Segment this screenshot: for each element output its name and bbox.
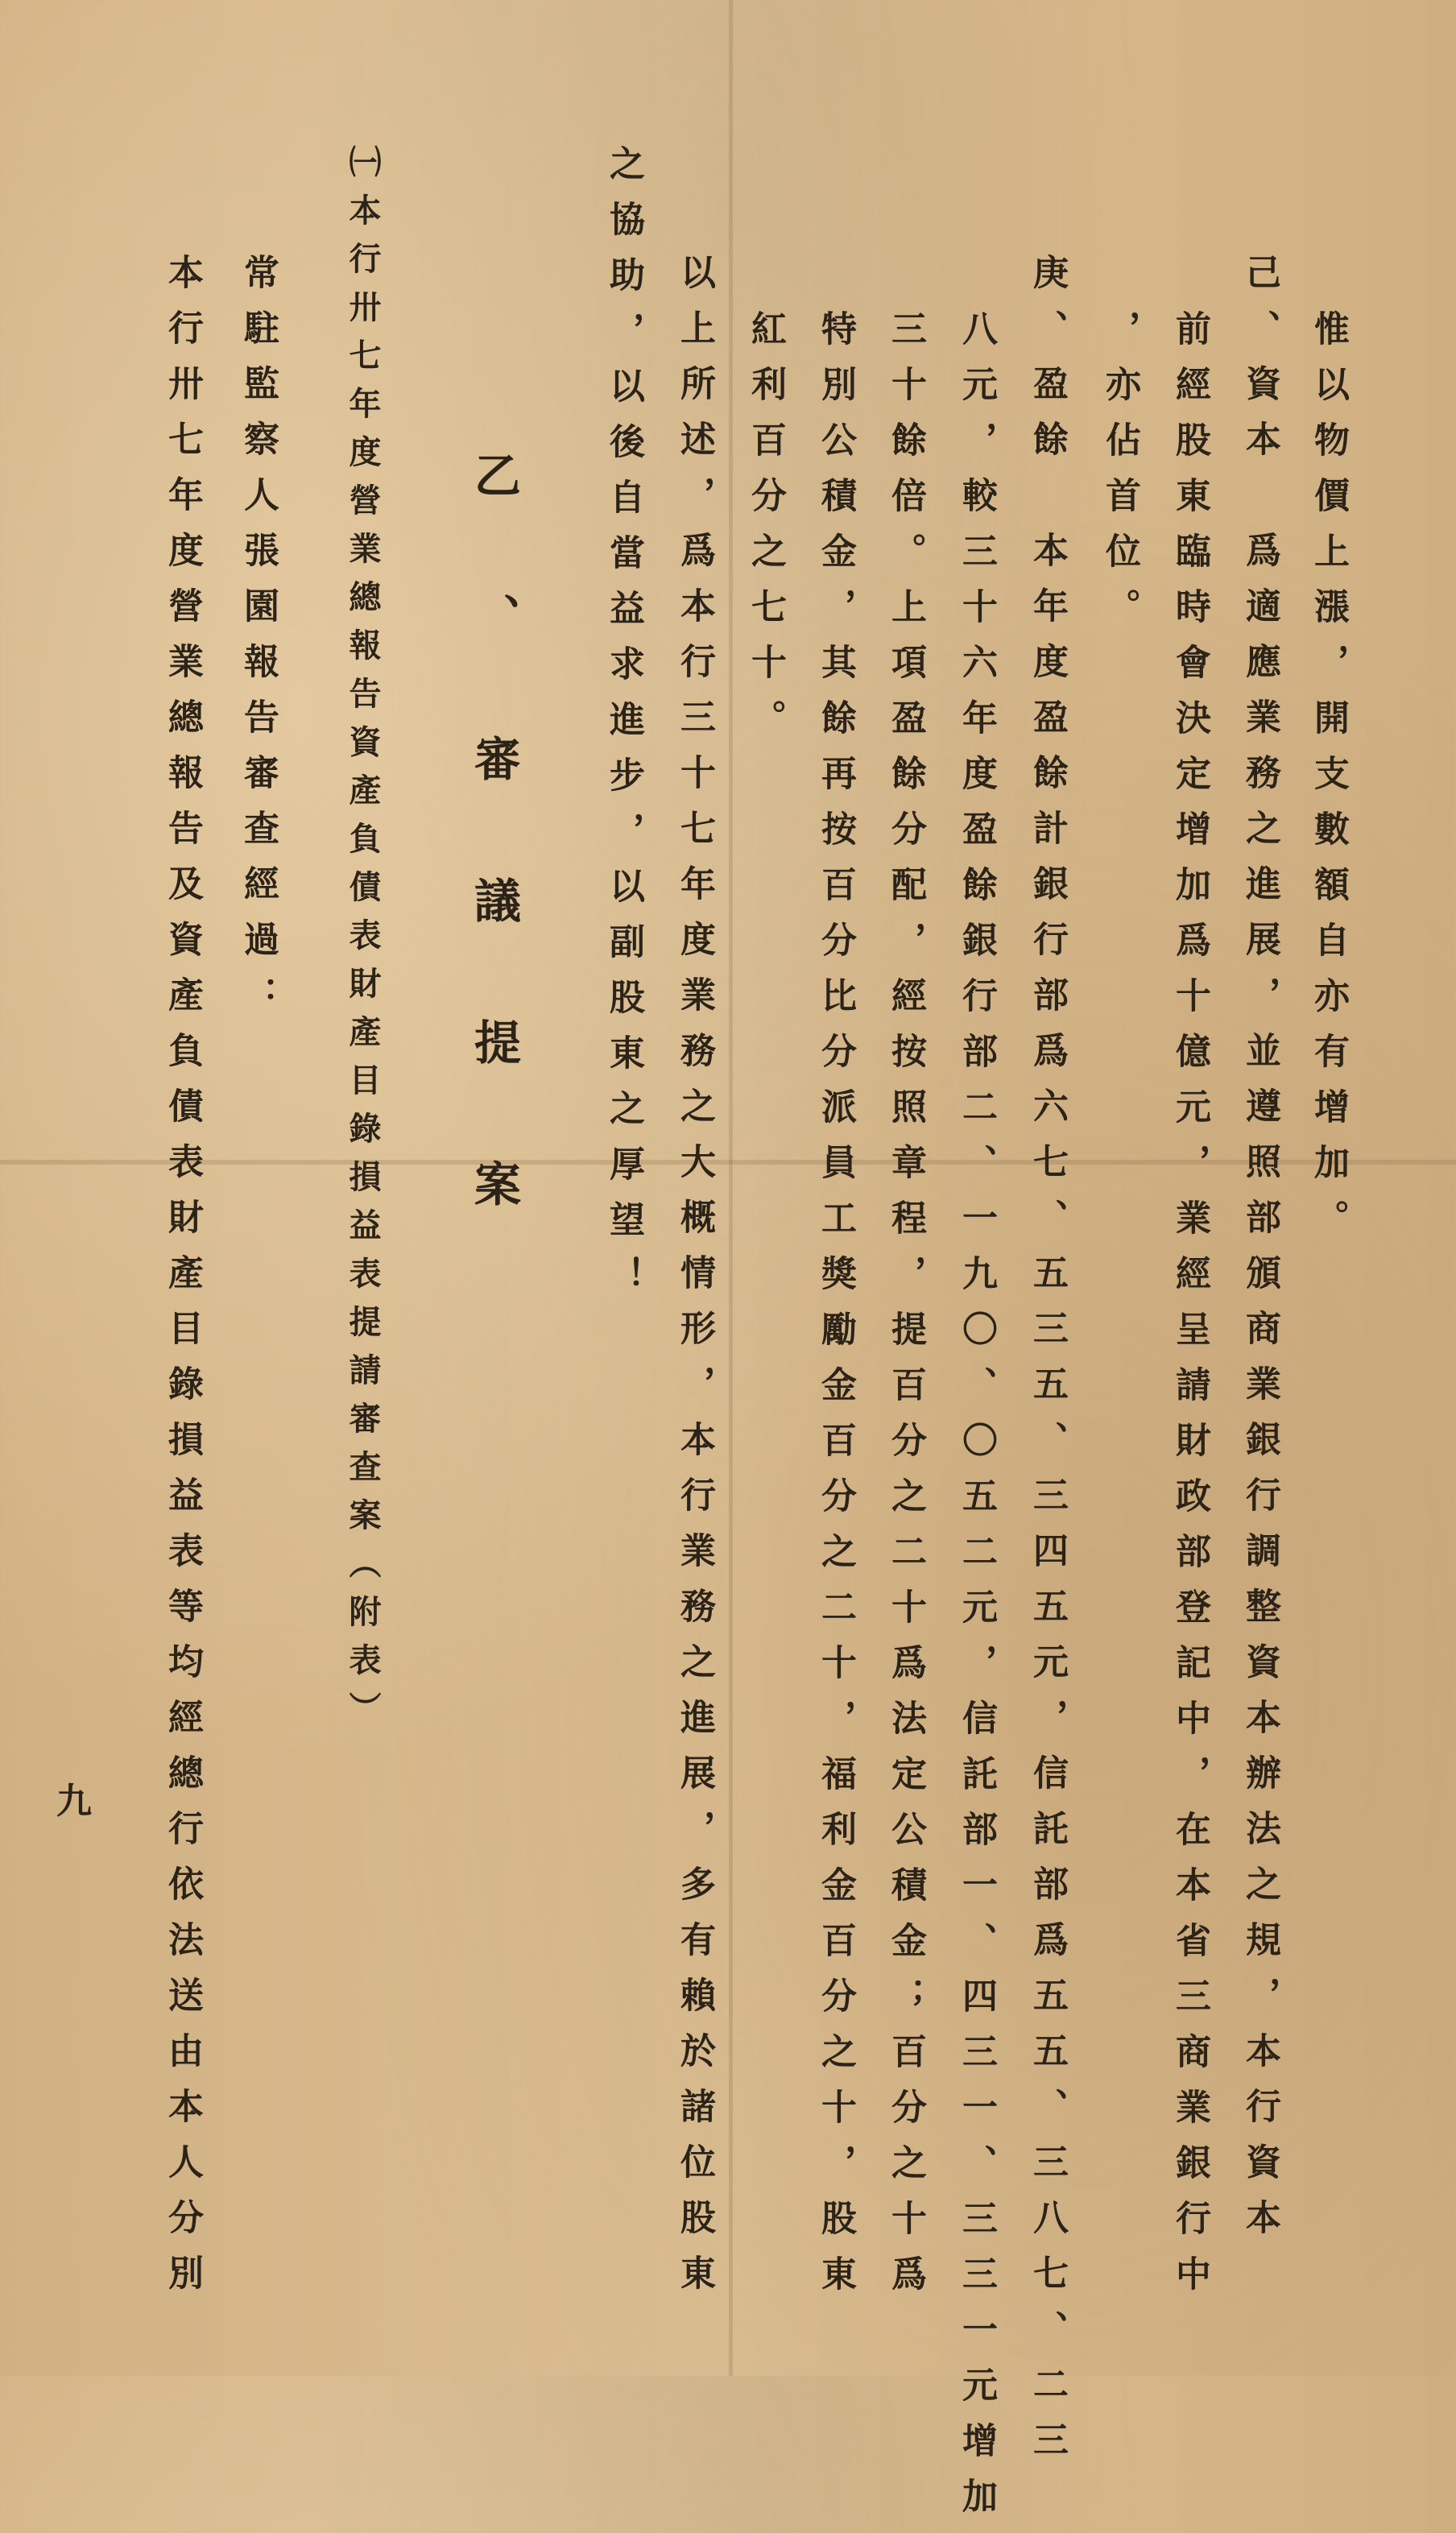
text-column-7: 三十餘倍。上項盈餘分配，經按照章程，提百分之二十爲法定公積金；百分之十爲 [885,310,926,2311]
text-column-3: 前經股東臨時會決定增加爲十億元，業經呈請財政部登記中，在本省三商業銀行中 [1169,310,1210,2311]
text-column-9: 紅利百分之七十。 [745,310,786,755]
text-column-13: ㈠本行卅七年度營業總報告資產負債表財產目錄損益表提請審查案（附表） [344,145,382,1740]
section-heading: 乙、審議提案 [466,451,521,1302]
text-column-14: 常駐監察人張園報告審查經過： [238,254,279,1032]
text-column-5: 庚、盈餘 本年度盈餘計銀行部爲六七、五三五、三四五元，信託部爲五五、三八七、二三 [1027,254,1068,2477]
text-column-2: 己、資本 爲適應業務之進展，並遵照部頒商業銀行調整資本辦法之規，本行資本 [1239,254,1280,2254]
text-column-8: 特別公積金，其餘再按百分比分派員工獎勵金百分之二十，福利金百分之十，股東 [815,310,856,2311]
text-column-15: 本行卅七年度營業總報告及資產負債表財產目錄損益表等均經總行依法送由本人分別 [162,254,203,2310]
paper-fold-vertical [729,0,733,2376]
paper-fold-horizontal [0,1160,1456,1165]
page-number: 九 [56,1781,92,1822]
text-column-6: 八元，較三十六年度盈餘銀行部二、一九〇、〇五二元，信託部一、四三一、三三一元增加 [956,310,997,2533]
text-column-11: 之協助，以後自當益求進步，以副股東之厚望！ [603,145,644,1312]
text-column-4: ，亦佔首位。 [1099,310,1140,644]
text-column-1: 惟以物價上漲，開支數額自亦有增加。 [1308,310,1349,1255]
text-column-10: 以上所述，爲本行三十七年度業務之大概情形，本行業務之進展，多有賴於諸位股東 [674,254,715,2310]
